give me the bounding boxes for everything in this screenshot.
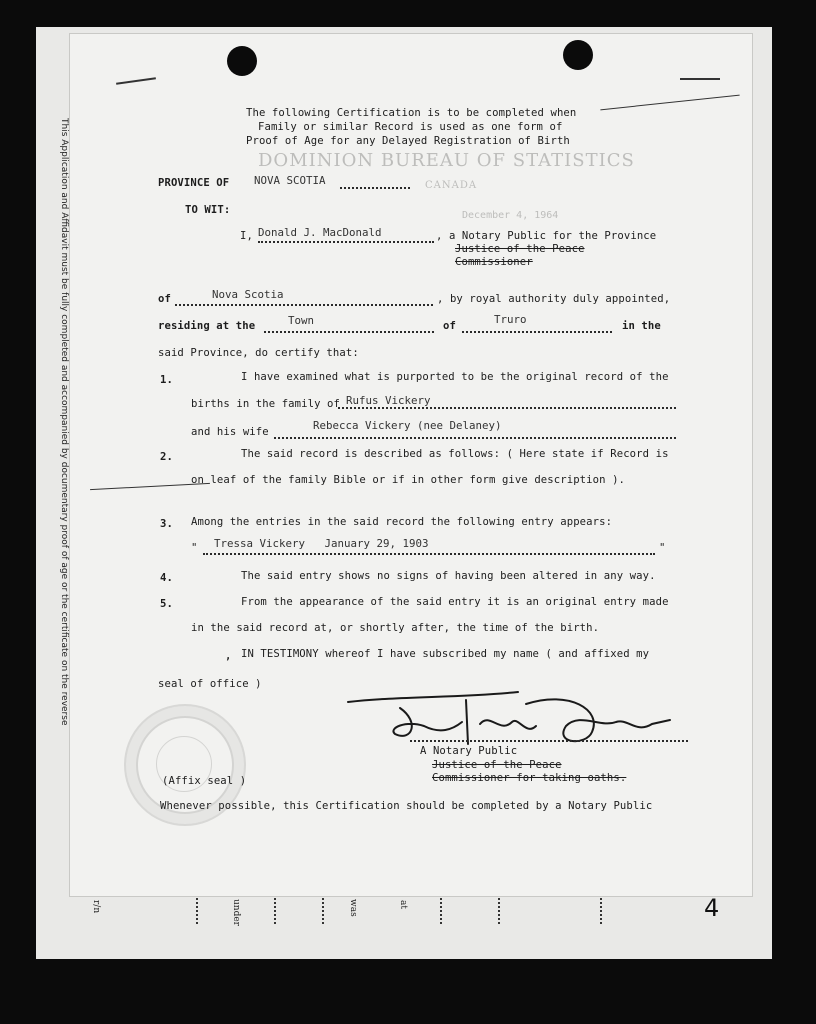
strip-fill-line: [440, 898, 442, 924]
residing-suffix: in the: [622, 320, 661, 332]
of-fill-line: [175, 304, 433, 306]
residing-town-fill-line: [462, 331, 612, 333]
strip-label: was: [348, 899, 358, 917]
signature-fill-line: [410, 740, 688, 742]
signature-notary-title: A Notary Public: [420, 745, 518, 757]
wife-name: Rebecca Vickery (nee Delaney): [313, 419, 502, 432]
strip-label: at: [398, 900, 408, 909]
residing-label: residing at the: [158, 320, 256, 332]
item-2-text-a: The said record is described as follows: ( Here state if Record is: [241, 448, 669, 460]
residing-of-label: of: [443, 320, 456, 332]
heading-line-3: Proof of Age for any Delayed Registration of Birth: [246, 135, 570, 147]
item-4-number: 4.: [160, 572, 173, 584]
to-wit-label: TO WIT:: [185, 204, 231, 216]
notary-name-fill-line: [258, 241, 434, 243]
residing-place: Town: [288, 314, 315, 327]
item-2-text-b: on leaf of the family Bible or if in other form give description ).: [191, 474, 626, 486]
wife-label: and his wife: [191, 426, 269, 438]
side-instruction-text: This Application and Affidavit must be fully completed and accompanied by documentary proof of age or the certificate on the reverse: [59, 118, 69, 726]
notary-name: Donald J. MacDonald: [258, 226, 382, 239]
item-3-text: Among the entries in the said record the following entry appears:: [191, 516, 613, 528]
item-5-text-b: in the said record at, or shortly after, the time of the birth.: [191, 622, 600, 634]
item-3-number: 3.: [160, 518, 173, 530]
bleed-date: December 4, 1964: [462, 210, 559, 221]
family-fill-line: [338, 407, 676, 409]
strip-label: under: [231, 899, 241, 926]
bleed-country: CANADA: [425, 180, 478, 191]
testimony-line-1: IN TESTIMONY whereof I have subscribed my name ( and affixed my: [241, 648, 650, 660]
residing-place-fill-line: [264, 331, 434, 333]
testimony-bullet: ‚: [225, 650, 232, 662]
signature-struck-commissioner: Commissioner for taking oaths.: [432, 772, 627, 784]
entry-value: Tressa Vickery January 29, 1903: [214, 537, 429, 550]
of-suffix: , by royal authority duly appointed,: [437, 293, 671, 305]
item-1-number: 1.: [160, 374, 173, 386]
tear-mark: [680, 78, 720, 80]
bleed-bureau-title: DOMINION BUREAU OF STATISTICS: [258, 150, 635, 171]
births-label: births in the family of: [191, 398, 340, 410]
notary-struck-justice: Justice of the Peace: [455, 243, 585, 255]
punch-hole-right: [563, 40, 593, 70]
certify-line: said Province, do certify that:: [158, 347, 359, 359]
entry-fill-line: [203, 553, 655, 555]
entry-close-quote: ": [659, 542, 666, 554]
family-name: Rufus Vickery: [346, 394, 431, 407]
strip-fill-line: [498, 898, 500, 924]
corner-handwritten-mark: 4: [704, 894, 720, 922]
margin-side-text: [57, 118, 69, 878]
item-4-text: The said entry shows no signs of having been altered in any way.: [241, 570, 656, 582]
punch-hole-left: [227, 46, 257, 76]
notary-prefix: I,: [240, 230, 253, 242]
item-2-number: 2.: [160, 451, 173, 463]
item-5-text-a: From the appearance of the said entry it is an original entry made: [241, 596, 669, 608]
province-fill-line: [340, 187, 410, 189]
strip-fill-line: [196, 898, 198, 924]
strip-fill-line: [600, 898, 602, 924]
footer-note: Whenever possible, this Certification should be completed by a Notary Public: [160, 800, 653, 812]
heading-line-2: Family or similar Record is used as one form of: [258, 121, 563, 133]
notary-struck-commissioner: Commissioner: [455, 256, 533, 268]
of-value: Nova Scotia: [212, 288, 284, 301]
strip-fill-line: [322, 898, 324, 924]
of-label: of: [158, 293, 171, 305]
residing-town: Truro: [494, 313, 527, 326]
province-label: PROVINCE OF: [158, 177, 230, 189]
wife-fill-line: [274, 437, 676, 439]
affix-seal-label: (Affix seal ): [162, 775, 247, 787]
entry-open-quote: ": [191, 542, 198, 554]
item-1-text: I have examined what is purported to be the original record of the: [241, 371, 669, 383]
item-5-number: 5.: [160, 598, 173, 610]
strip-label: r/n: [91, 900, 101, 914]
heading-line-1: The following Certification is to be completed when: [246, 107, 577, 119]
strip-fill-line: [274, 898, 276, 924]
signature-struck-justice: Justice of the Peace: [432, 759, 562, 771]
province-value: NOVA SCOTIA: [254, 174, 326, 187]
testimony-line-2: seal of office ): [158, 678, 262, 690]
notary-title: , a Notary Public for the Province: [436, 230, 657, 242]
